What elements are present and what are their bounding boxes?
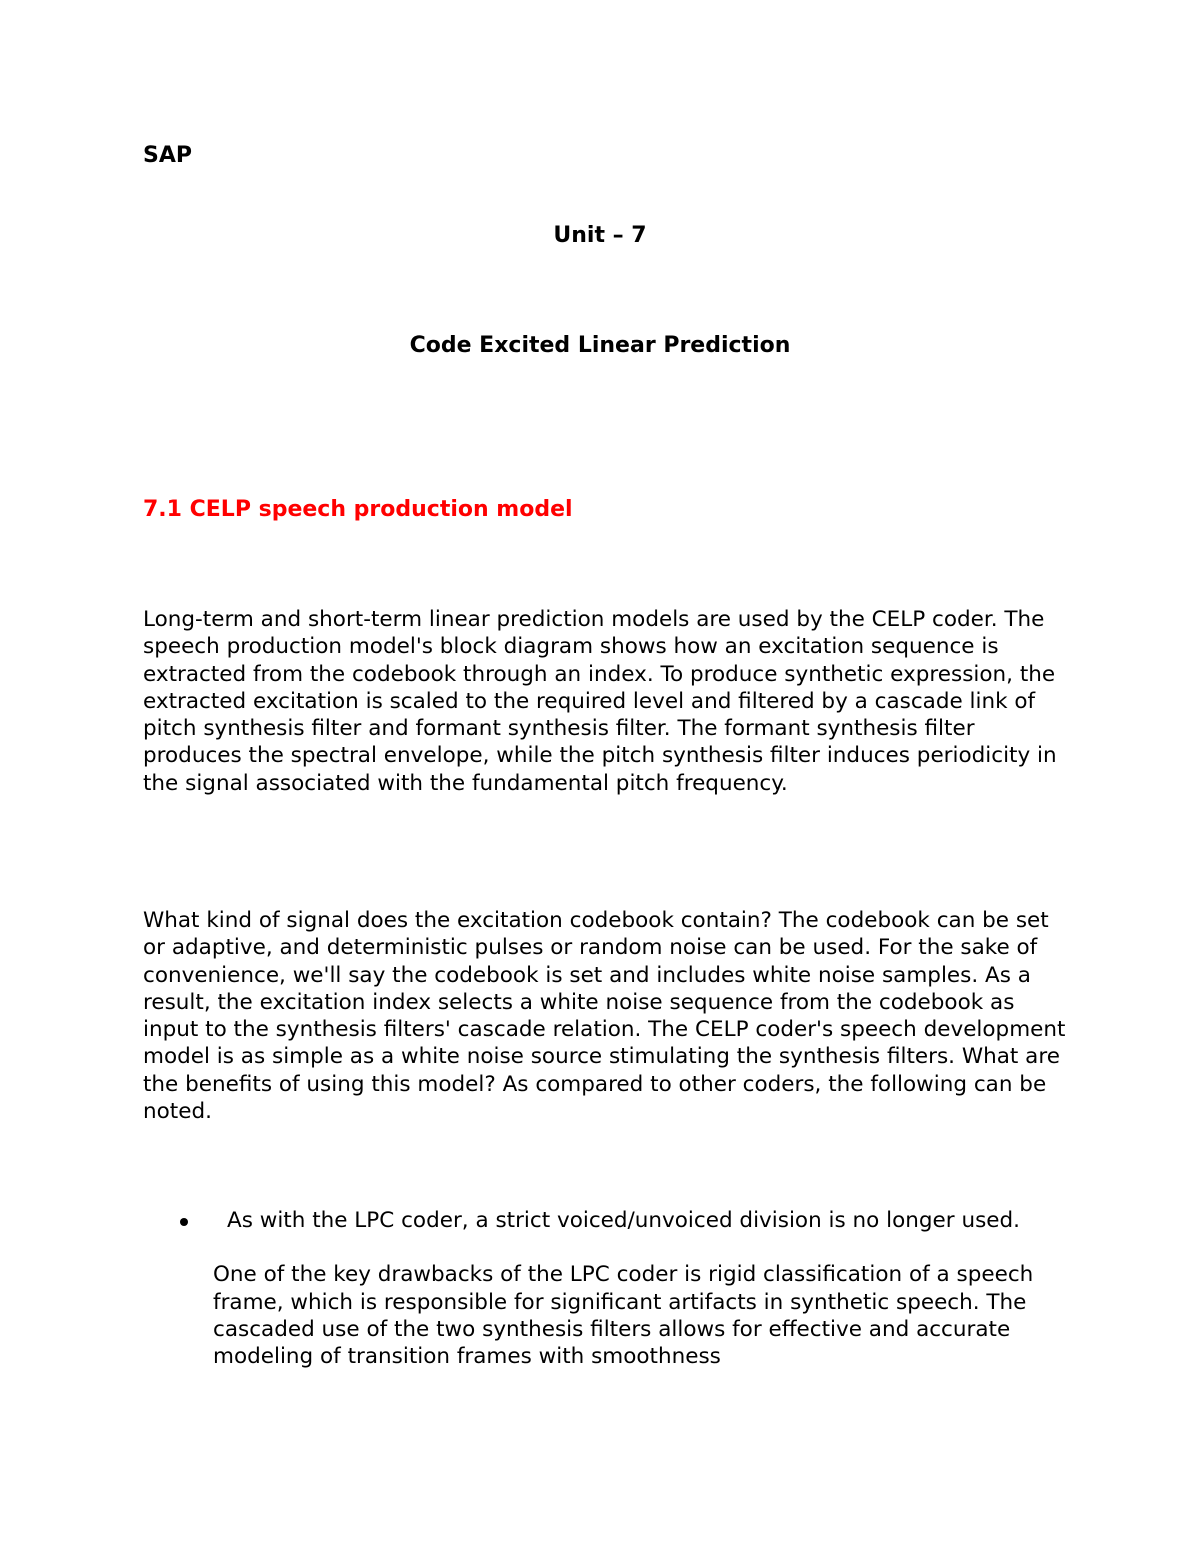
bullet-icon — [180, 1218, 188, 1226]
bullet-item — [143, 1207, 1073, 1370]
body-paragraph: Long-term and short-term linear prediction models are used by the CELP coder. The speech production model's block diagram shows how an excitation sequence is extracted from the codebook through an index. To produce synthetic expression, the extracted excitation is scaled to the required level and filtered by a cascade link of pitch synthesis filter and formant synthesis filter. The formant synthesis filter produces the spectral envelope, while the pitch synthesis filter induces periodicity in the signal associated with the fundamental pitch frequency. — [143, 607, 1057, 796]
unit-heading: Unit – 7 — [553, 223, 647, 248]
section-heading: 7.1 CELP speech production model — [143, 497, 573, 522]
bullet-detail-text: One of the key drawbacks of the LPC coder is rigid classification of a speech frame, which is responsible for significant artifacts in synthetic speech. The cascaded use of the two synthesis filters allows for effective and accurate modeling of transition frames with smoothness — [213, 1262, 1034, 1370]
bullet-lead-text: As with the LPC coder, a strict voiced/unvoiced division is no longer used. — [227, 1208, 1020, 1233]
bullet-list — [143, 1207, 1073, 1370]
body-paragraph: What kind of signal does the excitation codebook contain? The codebook can be set or adaptive, and deterministic pulses or random noise can be used. For the sake of convenience, we'll say the codebook is set and includes white noise samples. As a result, the excitation index selects a white noise sequence from the codebook as input to the synthesis filters' cascade relation. The CELP coder's speech development model is as simple as a white noise source stimulating the synthesis filters. What are the benefits of using this model? As compared to other coders, the following can be noted. — [143, 908, 1066, 1125]
course-label: SAP — [143, 143, 192, 168]
document-title: Code Excited Linear Prediction — [409, 333, 791, 358]
